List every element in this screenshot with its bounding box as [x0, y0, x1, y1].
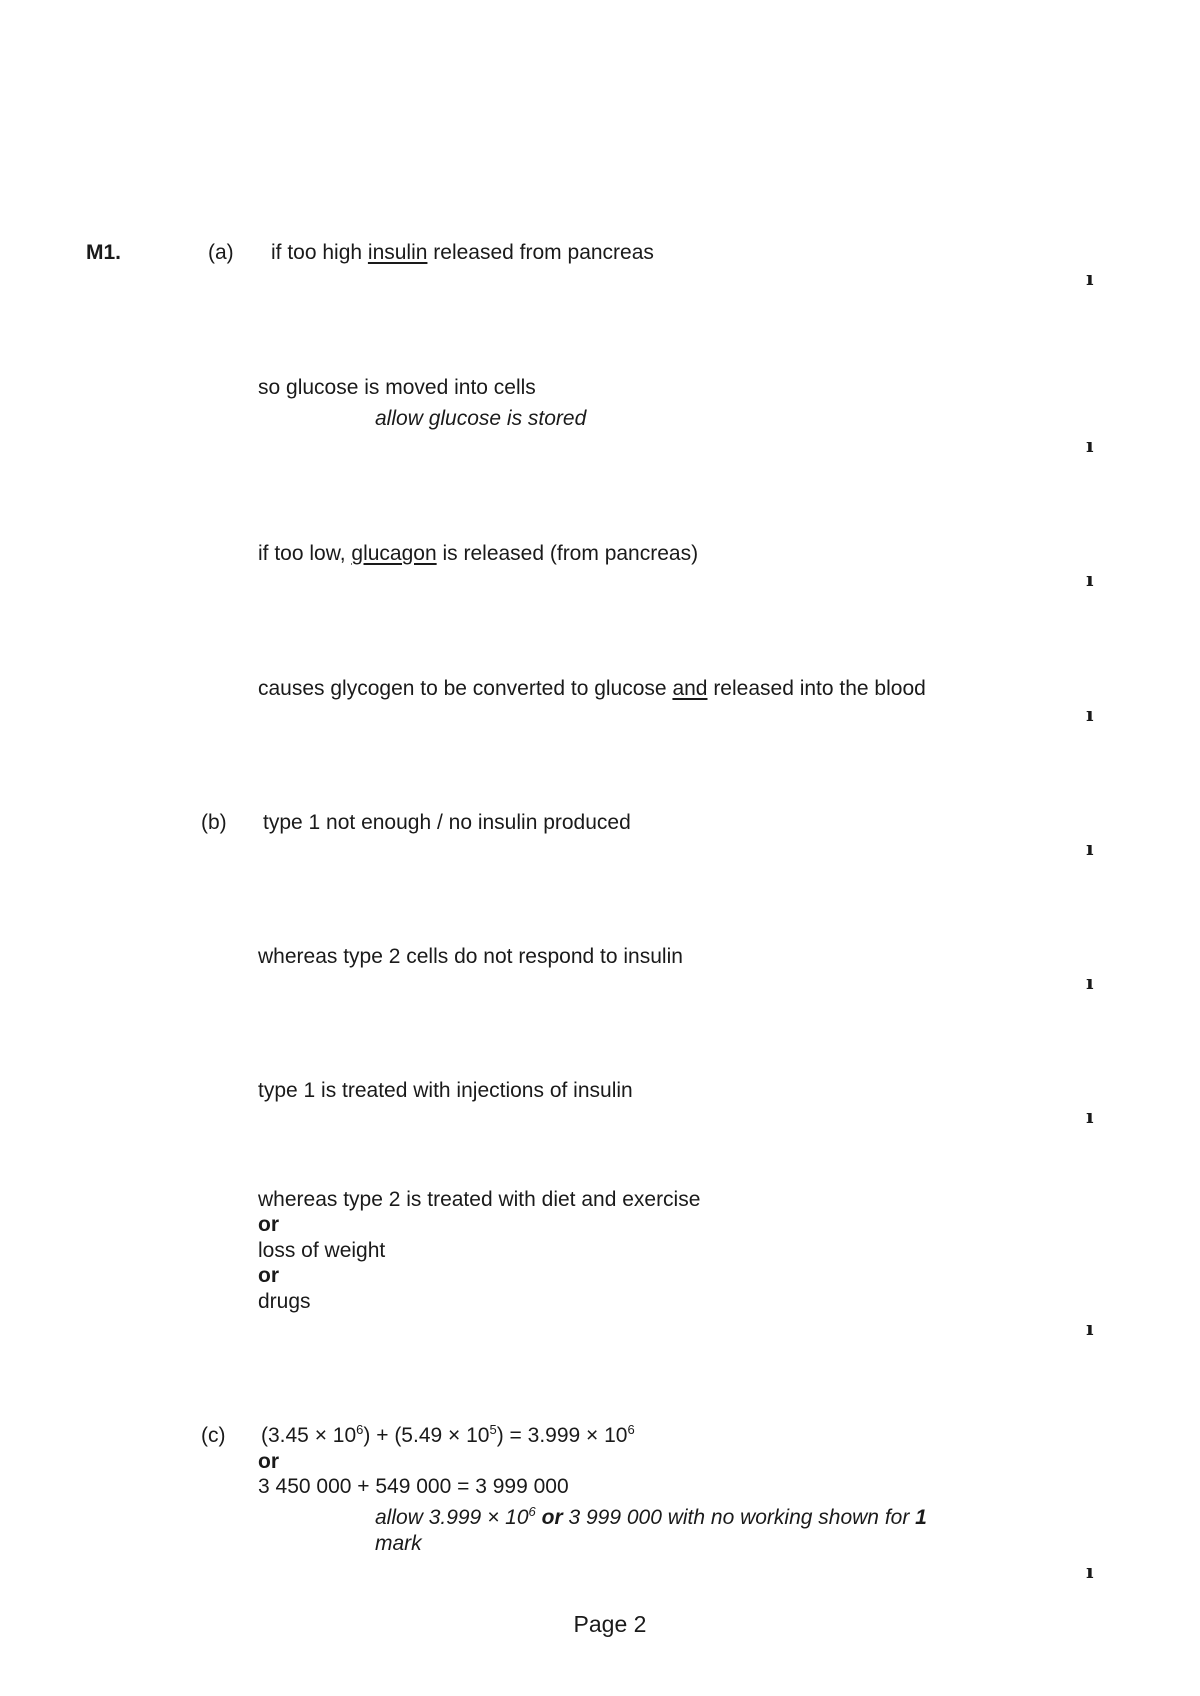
mark-tick: ı: [1086, 970, 1094, 994]
part-a-line-2: so glucose is moved into cells: [258, 376, 536, 399]
part-c-allow-note-line-2: mark: [375, 1532, 422, 1555]
part-c-allow-note: allow $3.999 \times 10^6$ or 3 999 000 with no working shown for 1: [375, 1504, 927, 1529]
part-c-equation: $(3.45 \times 10^6) + (5.49 \times 10^5) = 3.999 \times 10^6$: [261, 1422, 635, 1447]
page-number: Page 2: [573, 1611, 647, 1637]
part-a-label: (a): [208, 241, 234, 264]
mark-tick: ı: [1086, 1104, 1094, 1128]
part-a-line-3: if too low, glucagon is released (from pancreas): [258, 542, 699, 565]
mark-tick: ı: [1086, 266, 1094, 290]
part-b-alt-2: drugs: [258, 1290, 311, 1313]
part-a-line-1: if too high insulin released from pancreas: [271, 241, 654, 264]
mark-tick: ı: [1086, 836, 1094, 860]
part-b-line-4: whereas type 2 is treated with diet and exercise: [258, 1188, 701, 1211]
mark-tick: ı: [1086, 567, 1094, 591]
part-c-equation-2: 3 450 000 + 549 000 = 3 999 000: [258, 1475, 569, 1498]
or-connector: or: [258, 1264, 279, 1287]
mark-tick: ı: [1086, 702, 1094, 726]
mark-tick: ı: [1086, 1316, 1094, 1340]
part-b-line-1: type 1 not enough / no insulin produced: [263, 811, 631, 834]
part-a-line-4: causes glycogen to be converted to glucose and released into the blood: [258, 677, 926, 700]
part-b-label: (b): [201, 811, 227, 834]
or-connector: or: [258, 1450, 279, 1473]
or-connector: or: [258, 1213, 279, 1236]
part-b-line-2: whereas type 2 cells do not respond to insulin: [258, 945, 683, 968]
part-b-alt-1: loss of weight: [258, 1239, 386, 1262]
underlined-word: insulin: [367, 241, 428, 264]
part-b-line-3: type 1 is treated with injections of insulin: [258, 1079, 633, 1102]
underlined-word: and: [672, 677, 708, 700]
mark-tick: ı: [1086, 433, 1094, 457]
part-c-label: (c): [201, 1424, 226, 1447]
part-a-allow-note: allow glucose is stored: [375, 407, 587, 430]
question-number: M1.: [86, 241, 122, 264]
underlined-word: glucagon: [351, 542, 437, 565]
mark-tick: ı: [1086, 1559, 1094, 1583]
